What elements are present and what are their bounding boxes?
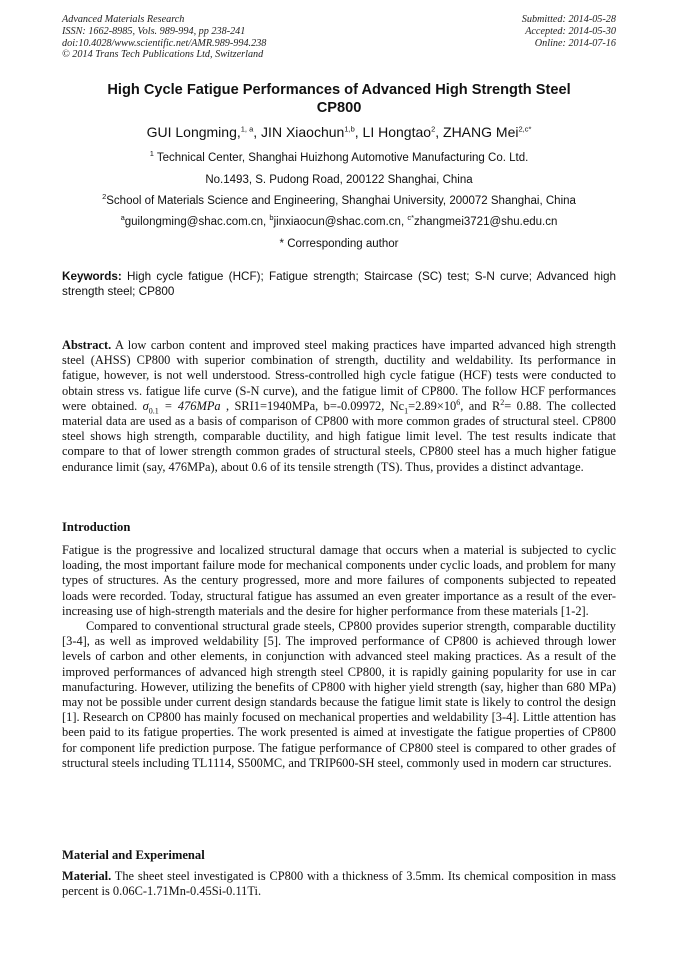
abstract-text-3: =2.89×10 <box>408 398 457 413</box>
title-line-1: High Cycle Fatigue Performances of Advanced High Strength Steel <box>107 82 571 98</box>
author-list <box>62 123 616 141</box>
submitted-date: Submitted: 2014-05-28 <box>521 14 616 25</box>
email-c-sup: c* <box>407 213 415 223</box>
doi-line: doi:10.4028/www.scientific.net/AMR.989-994.238 <box>62 37 267 49</box>
abstract-label: Abstract. <box>62 338 112 352</box>
keywords-section <box>62 270 616 299</box>
email-gui: guilongming@shac.com.cn, <box>124 216 270 228</box>
journal-name: Advanced Materials Research <box>62 14 185 25</box>
copyright-line: © 2014 Trans Tech Publications Ltd, Switzerland <box>62 49 264 61</box>
abstract-text-5: = 0.88. The collected material data are used as a basis of comparison of CP800 with more common grades of structural steel. CP800 steel shows high strength, comparable ductility, and high fatigue limit level. The test results indicate that compare to that of lower strength common grades of structural steels, CP800 steel has a much higher fatigue endurance limit (say, 476MPa), about 0.6 of its tensile strength (TS). Thus, provides a distinct advantage. <box>62 398 616 474</box>
intro-paragraph-1: Fatigue is the progressive and localized structural damage that occurs when a material is subjected to cyclic loading, the most important failure mode for mechanical components under cyclic loads, and problem for many types of structures. As the century progressed, more and more failures of components subjected to repeated loads were recorded. Today, structural fatigue has assumed an even greater importance as a result of the ever-increasing use of high-strength materials and the desire for higher performance from these materials [1-2]. <box>62 543 616 618</box>
accepted-date: Accepted: 2014-05-30 <box>525 25 616 37</box>
issn-line: ISSN: 1662-8985, Vols. 989-994, pp 238-241 <box>62 25 246 37</box>
aff2-line: School of Materials Science and Engineering, Shanghai University, 200072 Shanghai, China <box>106 195 576 207</box>
nc-subscript: 1 <box>404 406 409 416</box>
author-gui: GUI Longming, <box>146 124 241 140</box>
aff1-line1: Technical Center, Shanghai Huizhong Automotive Manufacturing Co. Ltd. <box>153 152 529 164</box>
dates-header <box>522 14 616 49</box>
affiliation-1 <box>62 151 616 165</box>
introduction-body <box>62 543 616 771</box>
sigma-subscript: 0.1 <box>148 406 159 416</box>
corresponding-author-note: * Corresponding author <box>279 238 399 250</box>
affiliation-1-address: No.1493, S. Pudong Road, 200122 Shanghai, China <box>205 174 473 186</box>
material-paragraph <box>62 869 616 899</box>
keywords-text: High cycle fatigue (HCF); Fatigue strength; Staircase (SC) test; S-N curve; Advanced high strength steel; CP800 <box>62 270 616 298</box>
material-text: The sheet steel investigated is CP800 with a thickness of 3.5mm. Its chemical composition in mass percent is 0.06C-1.71Mn-0.45Si-0.11Ti. <box>62 869 616 899</box>
keywords-label: Keywords: <box>62 270 122 283</box>
email-zhang: zhangmei3721@shu.edu.cn <box>414 216 558 228</box>
email-b-sup: b <box>269 213 274 223</box>
sigma-symbol: σ <box>142 398 149 413</box>
online-date: Online: 2014-07-16 <box>534 37 616 49</box>
abstract-text-4: , and R <box>460 398 501 413</box>
abstract-text-1: A low carbon content and improved steel making practices have imparted advanced high strength steel (AHSS) CP800 with superior combination of strength, ductility and weldability. Its performance in fatigue, however, is not well understood. Stress-controlled high cycle fatigue (HCF) tests were conducted to obtain stress vs. fatigue life curve (S-N curve), and the fatigue limit of CP800. The follow HCF performances were obtained. <box>62 338 616 413</box>
author-li: , LI Hongtao <box>354 124 432 140</box>
aff1-sup: 1 <box>149 149 154 159</box>
material-heading: Material and Experimenal <box>62 848 205 862</box>
introduction-heading: Introduction <box>62 520 131 534</box>
author-zhang: , ZHANG Mei <box>435 124 519 140</box>
author-gui-sup: 1, a <box>240 124 254 134</box>
author-jin-sup: 1,b <box>344 124 355 134</box>
journal-header <box>62 14 266 61</box>
email-jin: jinxiaocun@shac.com.cn, <box>273 216 408 228</box>
email-list <box>62 215 616 229</box>
abstract-text-2: , SRI1=1940MPa, b=-0.09972, Nc <box>220 398 405 413</box>
aff2-sup: 2 <box>102 192 107 202</box>
author-jin: , JIN Xiaochun <box>253 124 345 140</box>
author-li-sup: 2 <box>431 124 436 134</box>
intro-paragraph-2: Compared to conventional structural grade steels, CP800 provides superior strength, comparable ductility [3-4], as well as improved weldability [5]. The improved performance of CP800 is achieved through lower levels of carbon and other elements, in conjunction with advanced steel making practices. As a result of the improved performances of advanced high strength steel CP800, it is rapidly gaining popularity for use in car manufacturing. However, utilizing the benefits of CP800 with higher yield strength (say, higher than 680 MPa) may not be possible under current design standards because the fatigue limit state is likely to control the design [1]. Research on CP800 has mainly focused on mechanical properties and weldability [3-4]. Little attention has been paid to its fatigue properties. The work presented is aimed at investigate the fatigue properties of CP800 for component life prediction purpose. The fatigue performance of CP800 steel is compared to other grades of structural steels including TL1114, S500MC, and TRIP600-SH steel, commonly used in modern car structures. <box>62 619 616 770</box>
exponent-superscript: 6 <box>456 397 461 407</box>
author-zhang-sup: 2,c* <box>518 124 532 134</box>
email-a-sup: a <box>120 213 125 223</box>
r-squared-superscript: 2 <box>500 397 505 407</box>
sigma-value: = 476MPa <box>158 398 221 413</box>
affiliation-2 <box>62 194 616 208</box>
paper-title <box>62 81 616 117</box>
abstract-paragraph <box>62 338 616 475</box>
title-line-2: CP800 <box>316 100 362 116</box>
material-label: Material. <box>62 869 112 883</box>
